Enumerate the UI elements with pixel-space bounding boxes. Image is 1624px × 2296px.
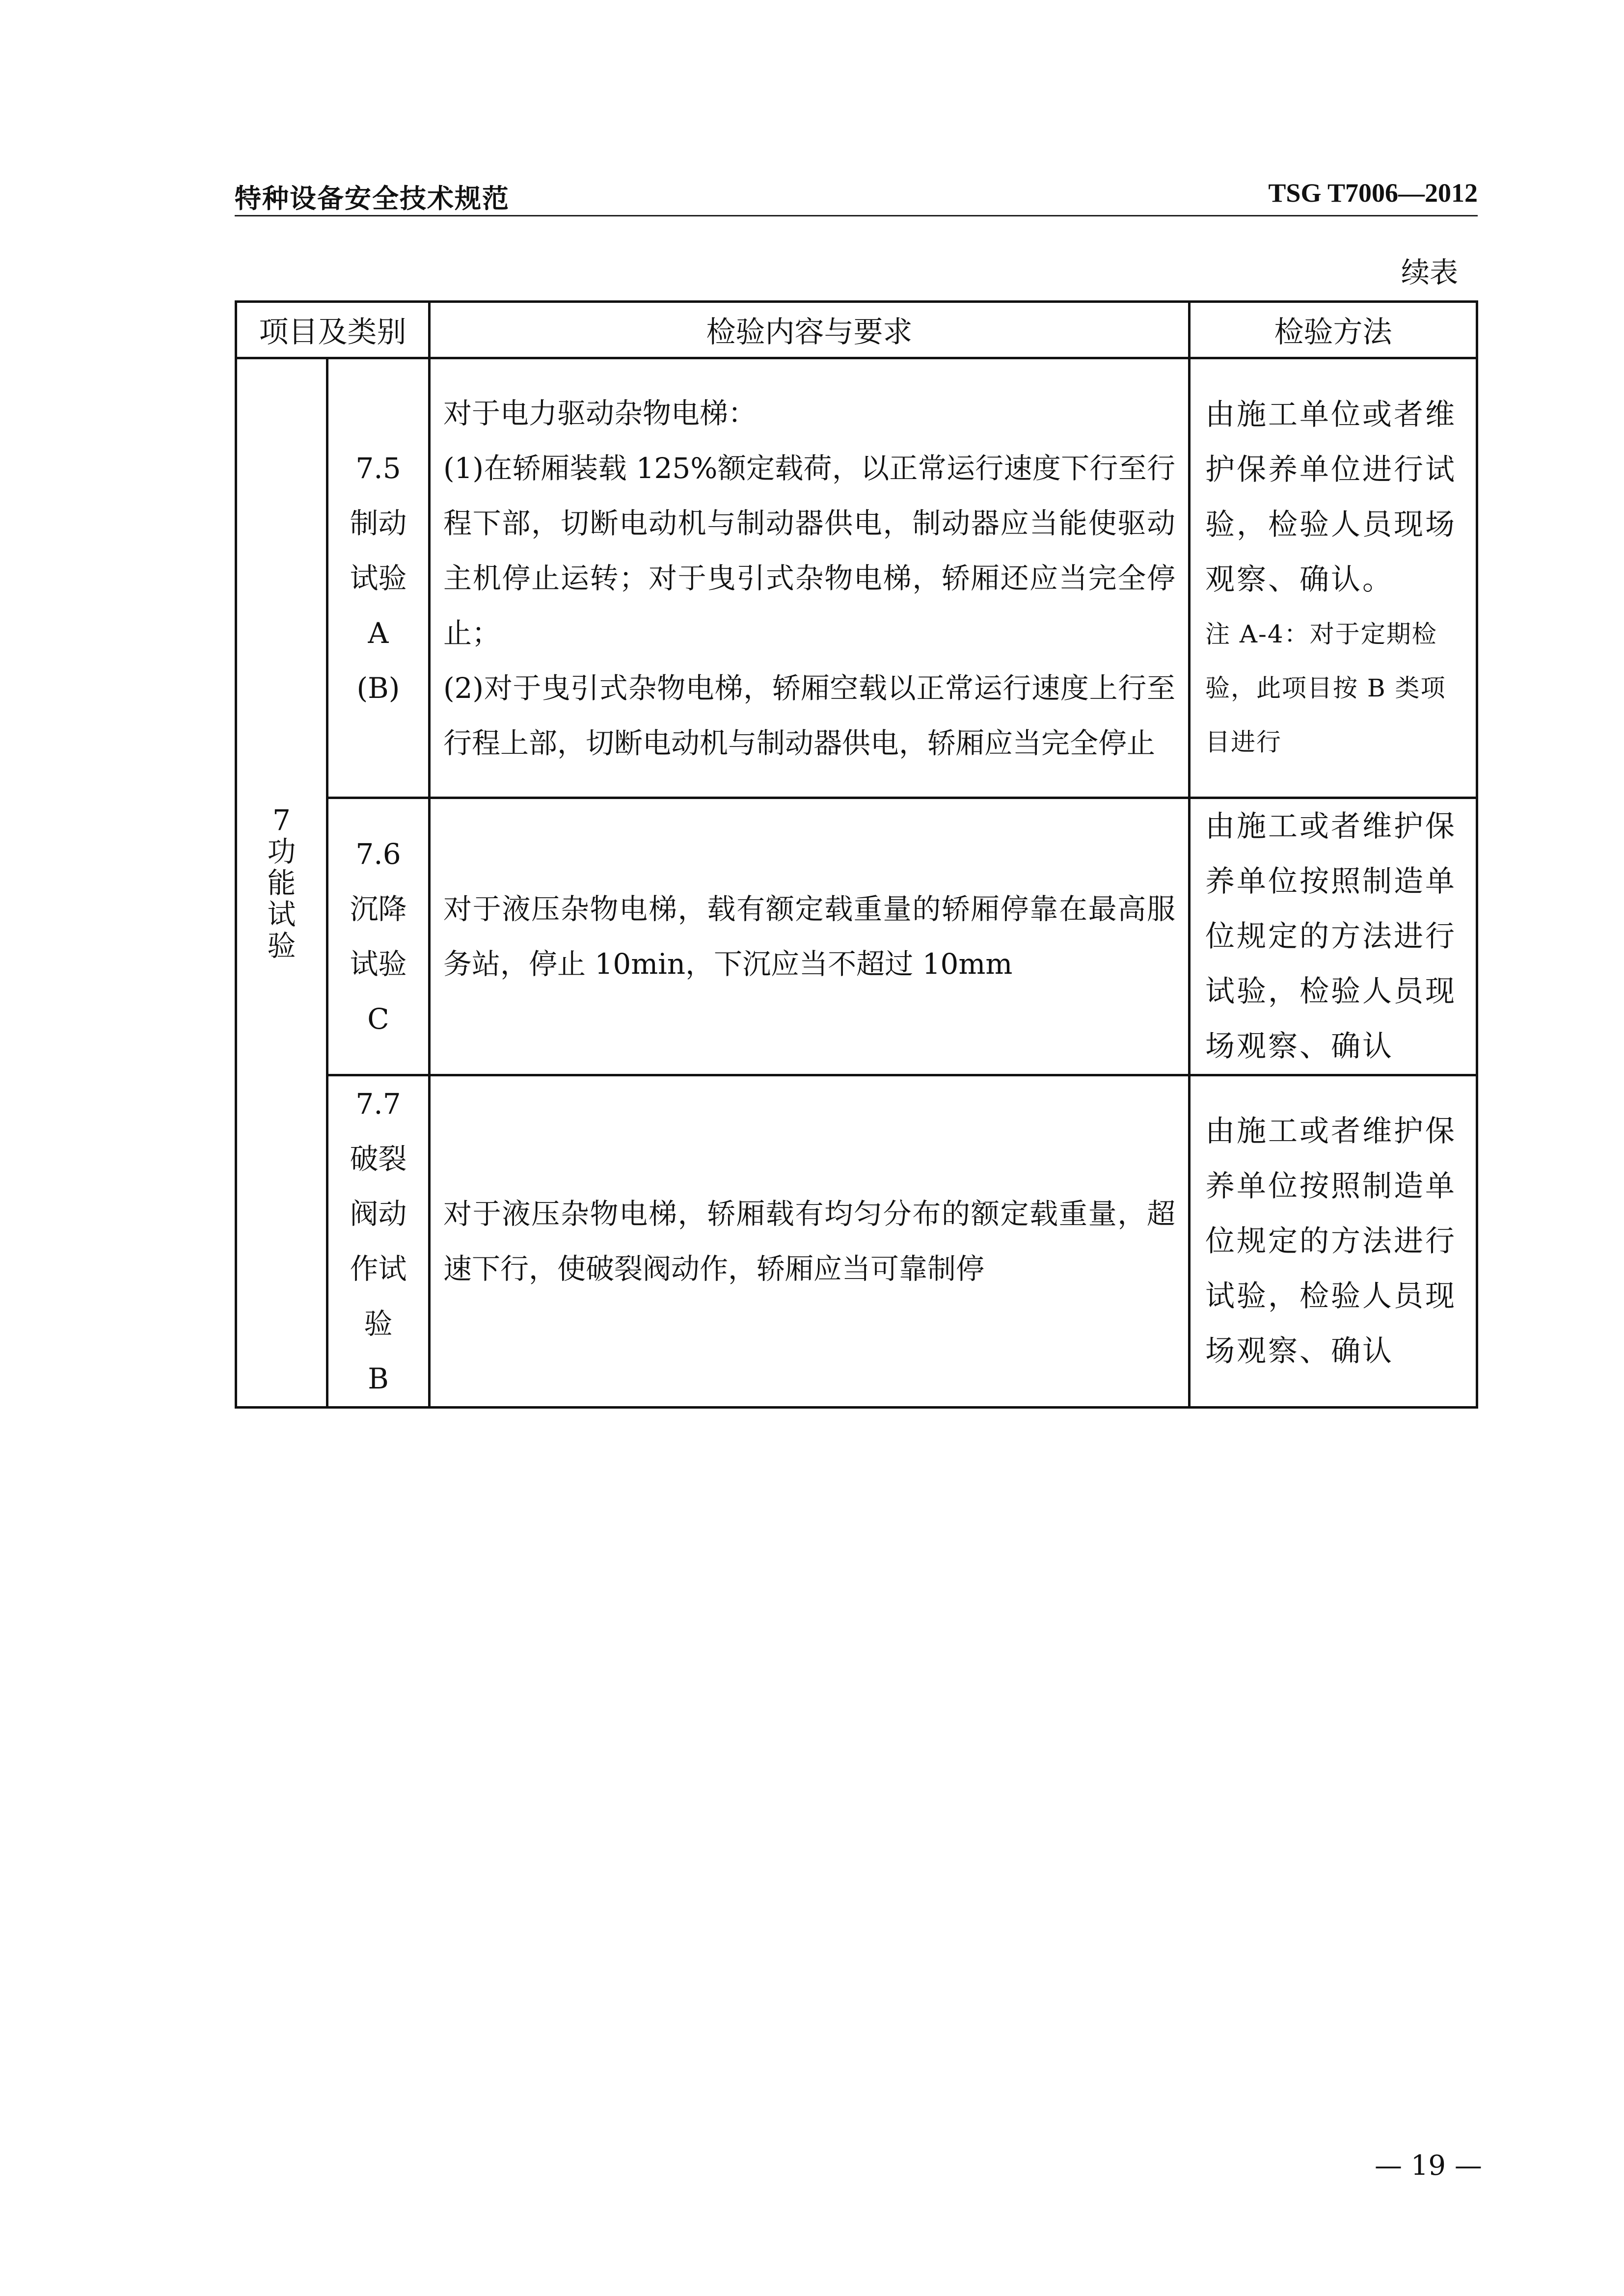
category-char: 能 (267, 866, 296, 900)
item-name: 试验 (350, 561, 407, 595)
method-text: 由施工或者维护保养单位按照制造单位规定的方法进行试验，检验人员现场观察、确认 (1205, 809, 1457, 1064)
inspection-table (235, 300, 1478, 1409)
method-text: 由施工单位或者维护保养单位进行试验，检验人员现场观察、确认。 (1205, 397, 1457, 597)
content-paragraph: 对于电力驱动杂物电梯： (443, 396, 757, 430)
continued-table-label: 续表 (1401, 256, 1458, 289)
item-number: 7.5 (355, 451, 401, 485)
content-cell-7-7 (430, 1075, 1190, 1408)
method-cell-7-7 (1190, 1075, 1477, 1408)
item-class: A (368, 616, 389, 650)
column-header-method: 检验方法 (1190, 302, 1477, 358)
table-row (236, 798, 1477, 1075)
method-cell-7-6 (1190, 798, 1477, 1075)
item-name: 破裂 (350, 1142, 407, 1175)
item-cell-7-6 (327, 798, 430, 1075)
item-name: 作试 (350, 1252, 407, 1285)
item-name: 阀动 (350, 1197, 407, 1230)
item-name: 验 (364, 1307, 393, 1340)
category-char: 验 (267, 929, 296, 962)
item-class: C (367, 1002, 389, 1036)
content-paragraph: (2)对于曳引式杂物电梯，轿厢空载以正常运行速度上行至行程上部，切断电动机与制动器供电，轿厢应当完全停止 (443, 671, 1175, 760)
category-char: 功 (267, 834, 296, 868)
method-cell-7-5 (1190, 358, 1477, 798)
item-cell-7-5 (327, 358, 430, 798)
table-row (236, 358, 1477, 798)
item-name: 试验 (350, 947, 407, 981)
column-header-item: 项目及类别 (236, 302, 430, 358)
item-class: (B) (356, 671, 400, 705)
item-name: 制动 (350, 506, 407, 540)
table-row (236, 1075, 1477, 1408)
item-number: 7.6 (355, 837, 401, 871)
category-number: 7 (272, 803, 291, 837)
content-paragraph: 对于液压杂物电梯，轿厢载有均匀分布的额定载重量，超速下行，使破裂阀动作，轿厢应当可靠制停 (443, 1197, 1175, 1285)
header-standard-code: TSG T7006—2012 (1268, 178, 1478, 208)
page-number: — 19 — (1375, 2150, 1482, 2182)
content-paragraph: (1)在轿厢装载 125%额定载荷，以正常运行速度下行至行程下部，切断电动机与制动器供电，制动器应当能使驱动主机停止运转；对于曳引式杂物电梯，轿厢还应当完全停止； (443, 451, 1175, 650)
item-name: 沉降 (350, 892, 407, 926)
method-note: 注 A-4：对于定期检验，此项目按 B 类项目进行 (1205, 619, 1446, 756)
item-cell-7-7 (327, 1075, 430, 1408)
content-paragraph: 对于液压杂物电梯，载有额定载重量的轿厢停靠在最高服务站，停止 10min，下沉应当不超过 10mm (443, 892, 1175, 981)
category-cell (236, 358, 327, 1408)
table-header-row (236, 302, 1477, 358)
category-char: 试 (267, 897, 296, 931)
column-header-content: 检验内容与要求 (430, 302, 1190, 358)
item-class: B (368, 1362, 389, 1395)
header-spec-title: 特种设备安全技术规范 (235, 183, 510, 214)
content-cell-7-5 (430, 358, 1190, 798)
content-cell-7-6 (430, 798, 1190, 1075)
item-number: 7.7 (355, 1087, 401, 1121)
header-divider (235, 215, 1478, 216)
method-text: 由施工或者维护保养单位按照制造单位规定的方法进行试验，检验人员现场观察、确认 (1205, 1114, 1457, 1368)
